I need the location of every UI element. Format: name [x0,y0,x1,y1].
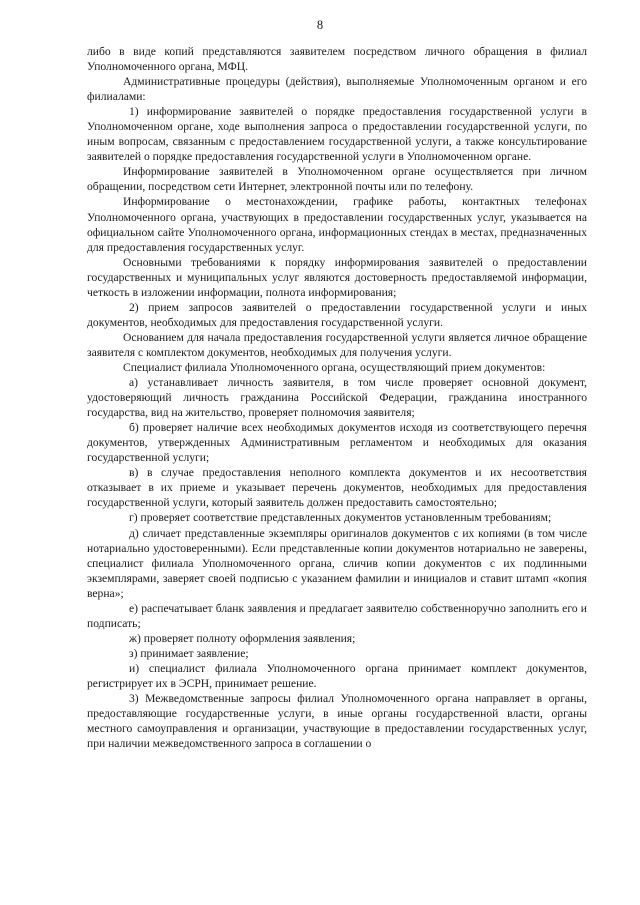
paragraph: ж) проверяет полноту оформления заявления; [129,631,356,645]
paragraph: Административные процедуры (действия), выполняемые Уполномоченным органом и его филиалами: [87,75,587,104]
page-number: 8 [316,18,324,32]
paragraph: а) устанавливает личность заявителя, в том числе проверяет основной документ, удостоверяющий личность гражданина Российской Федерации, гражданина иностранного государства, вид на жительство, проверяет полномочия заявителя; [87,376,587,420]
paragraph: Информирование о местонахождении, графике работы, контактных телефонах Уполномоченного органа, участвующих в предоставлении государственных услуг, указывается на официальном сайте Уполномоченного органа, информационных стендах в местах, предназначенных для предоставления государственных услуг. [87,195,587,254]
paragraph: 2) прием запросов заявителей о предоставлении государственной услуги и иных документов, необходимых для предоставления государственной услуги. [87,300,587,329]
paragraph: Основанием для начала предоставления государственной услуги является личное обращение заявителя с комплектом документов, необходимых для получения услуги. [87,330,587,359]
document-body [87,44,587,751]
paragraph: е) распечатывает бланк заявления и предлагает заявителю собственноручно заполнить его и подписать; [87,601,587,630]
paragraph: Информирование заявителей в Уполномоченном органе осуществляется при личном обращении, посредством сети Интернет, электронной почты или по телефону. [87,165,587,194]
paragraph: г) проверяет соответствие представленных документов установленным требованиям; [129,511,552,525]
paragraph: 3) Межведомственные запросы филиал Уполномоченного органа направляет в органы, предоставляющие государственные услуги, в иные органы государственной власти, органы местного самоуправления и организации, участвующие в предоставлении государственных услуг, при наличии межведомственного запроса в соглашении о [87,692,587,751]
paragraph: б) проверяет наличие всех необходимых документов исходя из соответствующего перечня документов, утвержденных Административным регламентом и необходимых для оказания государственной услуги; [87,421,587,465]
paragraph: д) сличает представленные экземпляры оригиналов документов с их копиями (в том числе нотариально удостоверенными). Если представленные копии документов нотариально не заверены, специалист филиала Уполномоченного органа, сличив копии документов с их подлинными экземплярами, заверяет своей подписью с указанием фамилии и инициалов и ставит штамп «копия верна»; [87,526,587,600]
paragraph: и) специалист филиала Уполномоченного органа принимает комплект документов, регистрирует их в ЭСРН, принимает решение. [87,661,587,690]
paragraph: в) в случае предоставления неполного комплекта документов и их несоответствия отказывает в их приеме и указывает перечень документов, необходимых для предоставления государственной услуги, который заявитель должен предоставить самостоятельно; [87,466,587,510]
paragraph: Специалист филиала Уполномоченного органа, осуществляющий прием документов: [123,360,546,374]
paragraph: либо в виде копий представляются заявителем посредством личного обращения в филиал Уполномоченного органа, МФЦ. [87,45,587,74]
paragraph: з) принимает заявление; [129,646,249,660]
paragraph: Основными требованиями к порядку информирования заявителей о предоставлении государственных и муниципальных услуг являются достоверность предоставляемой информации, четкость в изложении информации, полнота информирования; [87,255,587,299]
paragraph: 1) информирование заявителей о порядке предоставления государственной услуги в Уполномоченном органе, ходе выполнения запроса о предоставлении государственной услуги, по иным вопросам, связанным с предоставлением государственной услуги, а также консультирование заявителей о порядке предоставления государственной услуги в Уполномоченном органе. [87,105,587,164]
